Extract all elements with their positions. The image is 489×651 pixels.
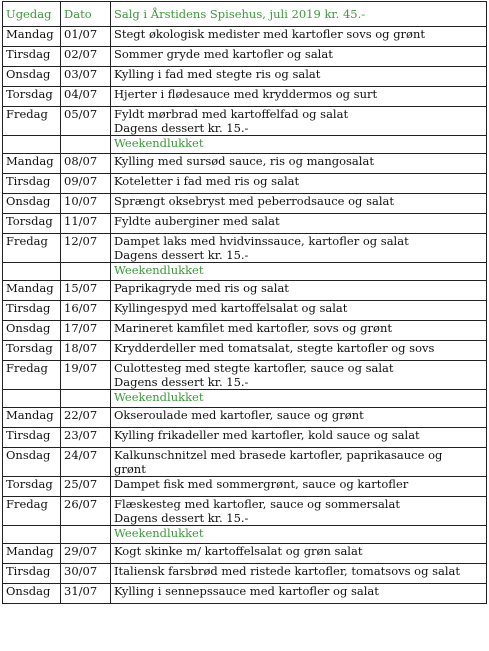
meal-cell [111,361,487,390]
meal-cell [111,281,487,301]
meal-cell [111,321,487,341]
weekday-cell: Fredag [3,497,61,526]
weekday-cell: Mandag [3,154,61,174]
weekday-cell: Onsdag [3,67,61,87]
meal-cell [111,87,487,107]
lunch-menu-table [2,1,487,604]
date-cell: 23/07 [61,428,111,448]
weekday-cell: Mandag [3,27,61,47]
weekend-date-cell [61,136,111,154]
date-cell: 08/07 [61,154,111,174]
menu-row [3,27,487,47]
header-row [3,2,487,27]
menu-row [3,67,487,87]
meal-extra-line: Dagens dessert kr. 15.- [114,511,249,525]
menu-row [3,107,487,136]
meal-description: Kylling frikadeller med kartofler, kold sauce og salat [114,428,420,442]
date-cell: 05/07 [61,107,111,136]
date-cell: 10/07 [61,194,111,214]
meal-description: Marineret kamfilet med kartofler, sovs og grønt [114,321,393,335]
date-cell: 12/07 [61,234,111,263]
meal-cell [111,448,487,477]
meal-description: Dampet laks med hvidvinssauce, kartofler og salat [114,234,409,248]
menu-row [3,584,487,604]
menu-row [3,321,487,341]
weekday-cell: Torsdag [3,341,61,361]
meal-description: Kylling med sursød sauce, ris og mangosalat [114,154,374,168]
menu-row [3,428,487,448]
weekend-date-cell [61,263,111,281]
weekend-day-cell [3,390,61,408]
meal-extra-line: Dagens dessert kr. 15.- [114,375,249,389]
date-cell: 01/07 [61,27,111,47]
date-cell: 26/07 [61,497,111,526]
weekday-cell: Tirsdag [3,428,61,448]
menu-row [3,408,487,428]
weekday-cell: Mandag [3,281,61,301]
weekday-cell: Torsdag [3,214,61,234]
menu-row [3,448,487,477]
meal-cell [111,564,487,584]
date-cell: 02/07 [61,47,111,67]
meal-description: Sprængt oksebryst med peberrodsauce og salat [114,194,394,208]
meal-description: Kylling i fad med stegte ris og salat [114,67,321,81]
meal-description: Krydderdeller med tomatsalat, stegte kartofler og sovs [114,341,435,355]
meal-cell [111,584,487,604]
meal-description: Kylling i sennepssauce med kartofler og salat [114,584,379,598]
weekday-cell: Mandag [3,408,61,428]
date-cell: 03/07 [61,67,111,87]
weekend-day-cell [3,136,61,154]
meal-cell [111,234,487,263]
date-cell: 04/07 [61,87,111,107]
meal-cell [111,301,487,321]
meal-cell [111,544,487,564]
weekend-closed-label: Weekendlukket [111,263,487,281]
meal-cell [111,194,487,214]
date-cell: 17/07 [61,321,111,341]
meal-cell [111,154,487,174]
meal-description: Italiensk farsbrød med ristede kartofler, tomatsovs og salat [114,564,461,578]
menu-row [3,544,487,564]
menu-row [3,477,487,497]
meal-cell [111,477,487,497]
meal-description: Kyllingespyd med kartoffelsalat og salat [114,301,348,315]
date-cell: 25/07 [61,477,111,497]
weekday-cell: Onsdag [3,448,61,477]
meal-description: Flæskesteg med kartofler, sauce og sommersalat [114,497,400,511]
date-cell: 18/07 [61,341,111,361]
meal-cell [111,27,487,47]
weekend-closed-label: Weekendlukket [111,390,487,408]
menu-row [3,497,487,526]
weekend-row [3,390,487,408]
header-weekday: Ugedag [3,2,61,27]
weekday-cell: Fredag [3,361,61,390]
weekend-day-cell [3,263,61,281]
weekday-cell: Mandag [3,544,61,564]
weekend-row [3,136,487,154]
date-cell: 15/07 [61,281,111,301]
date-cell: 19/07 [61,361,111,390]
weekday-cell: Tirsdag [3,47,61,67]
meal-description: Hjerter i flødesauce med kryddermos og surt [114,87,378,101]
weekday-cell: Tirsdag [3,301,61,321]
menu-row [3,214,487,234]
menu-row [3,281,487,301]
weekend-row [3,263,487,281]
menu-row [3,154,487,174]
menu-row [3,564,487,584]
meal-description: Koteletter i fad med ris og salat [114,174,300,188]
weekend-closed-label: Weekendlukket [111,526,487,544]
meal-description: Stegt økologisk medister med kartofler sovs og grønt [114,27,426,41]
date-cell: 30/07 [61,564,111,584]
menu-body [3,27,487,604]
header-title: Salg i Årstidens Spisehus, juli 2019 kr. 45.- [111,2,487,27]
menu-row [3,361,487,390]
date-cell: 24/07 [61,448,111,477]
weekend-closed-label: Weekendlukket [111,136,487,154]
meal-cell [111,341,487,361]
menu-row [3,301,487,321]
meal-cell [111,67,487,87]
meal-description: Fyldte auberginer med salat [114,214,280,228]
meal-cell [111,174,487,194]
meal-cell [111,107,487,136]
menu-row [3,234,487,263]
meal-description: Dampet fisk med sommergrønt, sauce og kartofler [114,477,409,491]
meal-description: Culottesteg med stegte kartofler, sauce og salat [114,361,394,375]
menu-row [3,47,487,67]
date-cell: 09/07 [61,174,111,194]
meal-description: Sommer gryde med kartofler og salat [114,47,333,61]
weekend-date-cell [61,390,111,408]
date-cell: 31/07 [61,584,111,604]
header-date: Dato [61,2,111,27]
weekday-cell: Tirsdag [3,564,61,584]
weekday-cell: Fredag [3,107,61,136]
weekday-cell: Onsdag [3,321,61,341]
meal-cell [111,497,487,526]
meal-description: Kalkunschnitzel med brasede kartofler, paprikasauce og [114,448,443,462]
weekend-row [3,526,487,544]
meal-description: Fyldt mørbrad med kartoffelfad og salat [114,107,349,121]
meal-cell [111,214,487,234]
date-cell: 16/07 [61,301,111,321]
meal-cell [111,408,487,428]
menu-row [3,87,487,107]
weekday-cell: Fredag [3,234,61,263]
weekday-cell: Torsdag [3,477,61,497]
menu-row [3,174,487,194]
weekday-cell: Onsdag [3,194,61,214]
date-cell: 29/07 [61,544,111,564]
weekday-cell: Tirsdag [3,174,61,194]
date-cell: 22/07 [61,408,111,428]
date-cell: 11/07 [61,214,111,234]
meal-description: Okseroulade med kartofler, sauce og grønt [114,408,364,422]
meal-extra-line: Dagens dessert kr. 15.- [114,248,249,262]
meal-extra-line: Dagens dessert kr. 15.- [114,121,249,135]
weekday-cell: Onsdag [3,584,61,604]
meal-description: Kogt skinke m/ kartoffelsalat og grøn salat [114,544,363,558]
menu-row [3,194,487,214]
menu-row [3,341,487,361]
weekday-cell: Torsdag [3,87,61,107]
meal-cell [111,428,487,448]
meal-description: Paprikagryde med ris og salat [114,281,289,295]
meal-cell [111,47,487,67]
weekend-day-cell [3,526,61,544]
weekend-date-cell [61,526,111,544]
meal-extra-line: grønt [114,462,146,476]
